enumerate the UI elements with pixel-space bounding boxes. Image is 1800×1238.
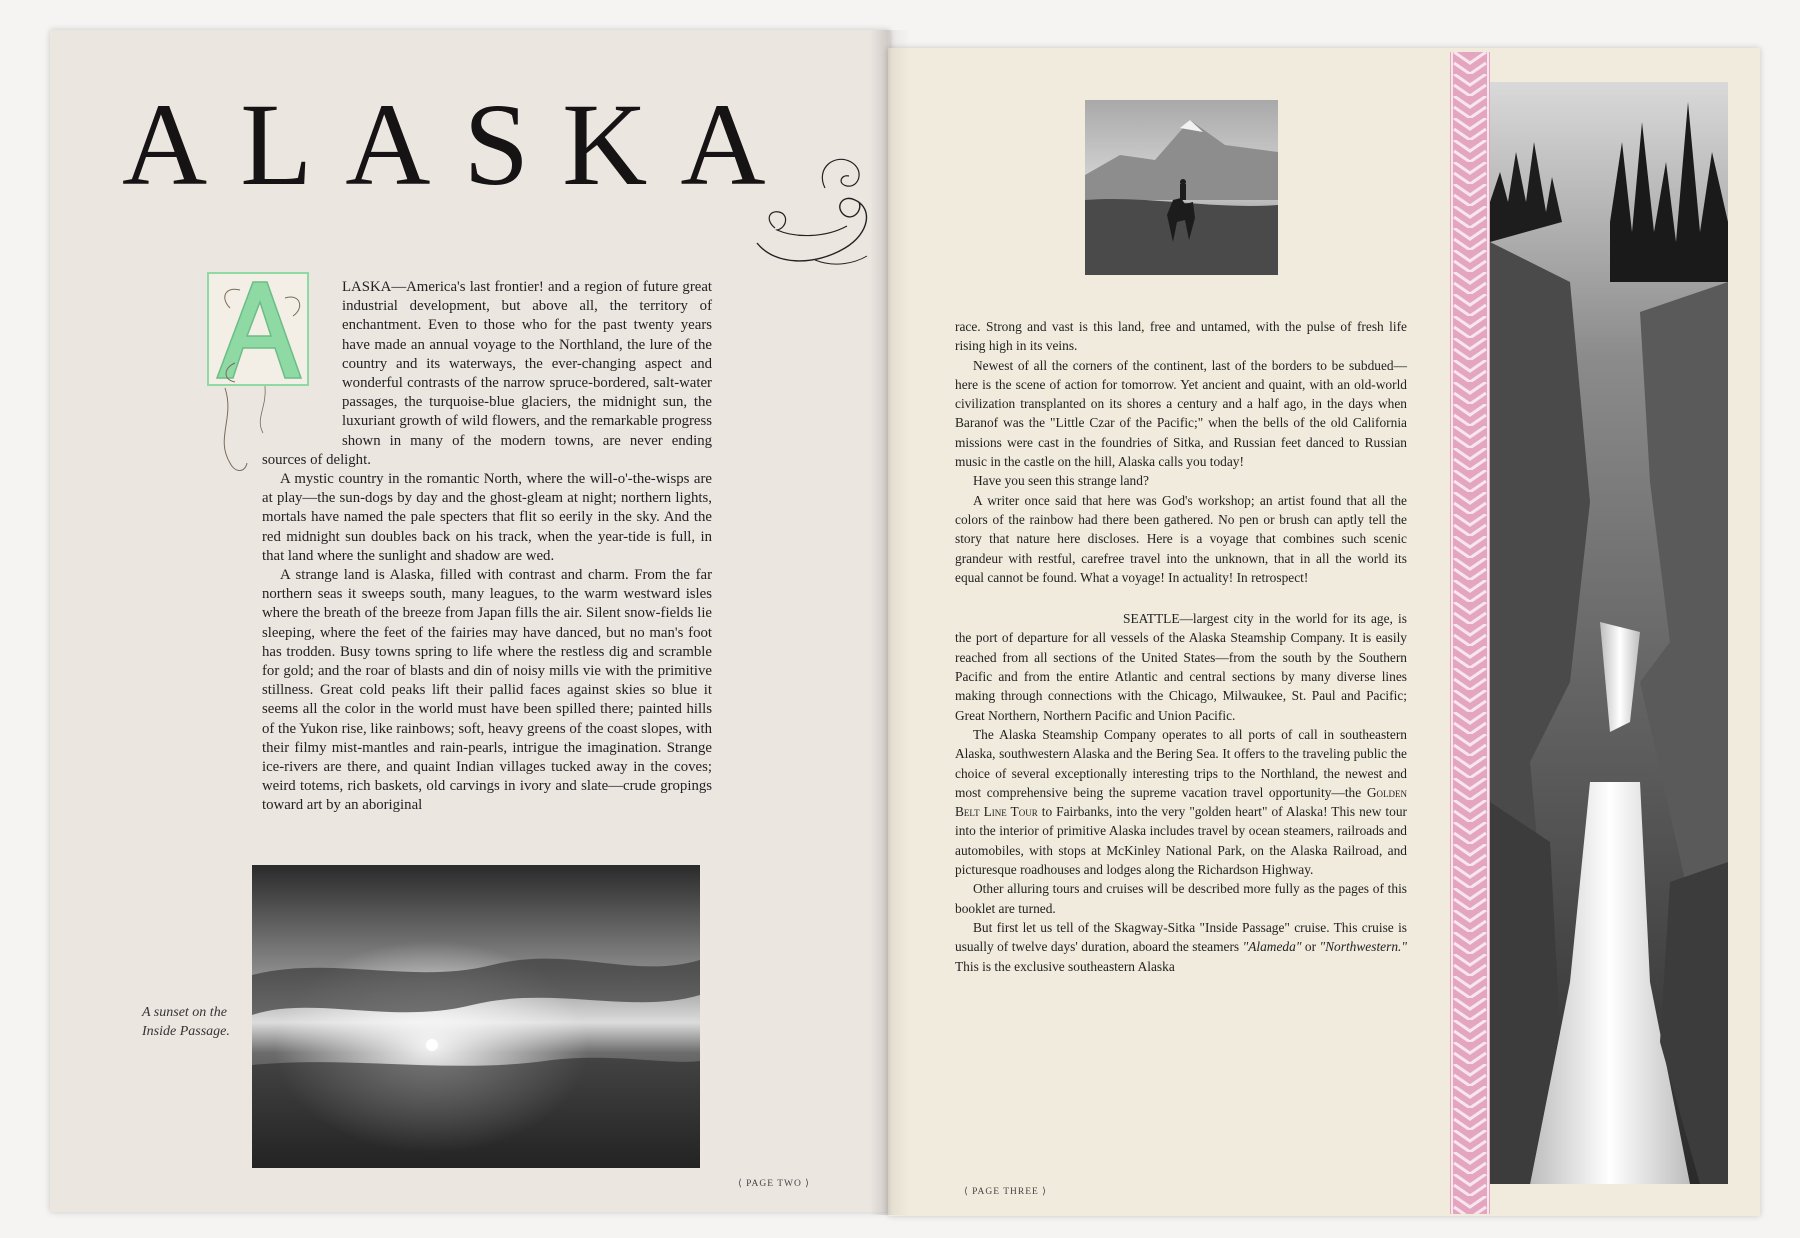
folio-label: PAGE THREE [972,1187,1039,1197]
steamship-text: The Alaska Steamship Company operates to all ports of call in southeastern Alaska, southwestern Alaska and the Bering Sea. It offers to the traveling public the choice of several exceptionally interesting trips to the Northland, the newest and most comprehensive being the supreme vacation travel opportunity—the [955,726,1407,800]
waterfall-canyon-photo [1490,82,1728,1184]
seattle-paragraph [955,609,1407,725]
sunset-photo [252,865,700,1168]
paragraph: Other alluring tours and cruises will be described more fully as the pages of this booklet are turned. [955,881,1407,916]
paragraph: A writer once said that here was God's workshop; an artist found that all the colors of the rainbow had there been gathered. No pen or brush can aptly tell the story that nature here discloses. Here is a voyage that combines such scenic grandeur with restful, carefree travel into the unknown, that in all the world its equal cannot be found. What a voyage! In actuality! In retrospect! [955,492,1407,585]
paragraph: Newest of all the corners of the continent, last of the borders to be subdued—here is the scene of action for tomorrow. Yet ancient and quaint, with an old-world civilization transplanted on its shores a century and a half ago, in the days when Baranof was the "Little Czar of the Pacific;" when the bells of the old California missions were cast in the foundries of Sitka, and Russian feet danced to Russian music in the castle on the hill, Alaska calls you today! [955,357,1407,470]
steamship-paragraph [955,725,1407,879]
seattle-lead: SEATTLE [1123,611,1180,627]
paragraph: A strange land is Alaska, filled with contrast and charm. From the far northern seas it sweeps south, many leagues, to the warm westward isles where the breath of the breeze from Japan fills the air. Silent snow-fields lie sleeping, where the feet of the fairies may have danced, but no man's foot has trodden. Busy towns spring to life where the restless dig and scramble for gold; and the roar of blasts and din of noisy mills vie with the primitive stillness. Great cold peaks lift their pallid faces against skies so blue it seems all the color in the world must have been spilled there; painted hills of the Yukon rise, like rainbows; soft, heavy greens of the coast slopes, with their filmy mist-mantles and rain-pearls, intrigue the imagination. Strange ice-rivers are there, and quaint Indian villages tucked away in the coves; weird totems, rich baskets, old carvings in ivory and slate—crude gropings toward art by an aboriginal [262,567,712,814]
flourish-ornament-icon [755,148,875,278]
mountain-rider-photo [1085,100,1278,275]
paragraph: A mystic country in the romantic North, where the will-o'-the-wisps are at play—the sun-dogs by day and the ghost-gleam at night; northern lights, mortals have named the pale specters that flit so eerily in the sky. And the red midnight sun doubles back on his track, when the year-tide is full, in that land where the sunlight and shadow are wed. [262,471,712,564]
zigzag-pattern-icon [1450,52,1490,1214]
right-body-text [955,317,1407,976]
cruise-text-end: This is the exclusive southeastern Alaska [955,958,1175,974]
dropcap-spacer [262,278,342,443]
page-number: ⟨ PAGE THREE ⟩ [964,1187,1047,1197]
cruise-text: But first let us tell of the Skagway-Sitka "Inside Passage" cruise. This cruise is usually of twelve days' duration, aboard the steamers [955,919,1407,955]
cruise-or: or [1301,939,1320,955]
photo-caption: A sunset on the Inside Passage. [142,1005,230,1039]
steamship-text-end: to Fairbanks, into the very "golden heart" of Alaska! This new tour into the interior of primitive Alaska includes travel by ocean steamers, railroads and automobiles, with stops at McKinley National Park, on the Alaska Railroad, and picturesque roadhouses and lodges along the Richardson Highway. [955,804,1407,878]
page-number: ⟨ PAGE TWO ⟩ [738,1179,810,1189]
folio-label: PAGE TWO [746,1179,802,1189]
paragraph: LASKA—America's last frontier! and a region of future great industrial development, but above all, the territory of enchantment. Even to those who for the past twenty years have made an annual voyage to the Northland, the lure of the country and its waterways, the ever-changing aspect and wonderful contrasts of the narrow spruce-bordered, salt-water passages, the turquoise-blue glaciers, the midnight sun, the luxuriant growth of wild flowers, and the remarkable progress shown in many of the modern towns, are never ending sources of delight. [262,279,712,468]
cruise-paragraph [955,918,1407,976]
ship-name: "Northwestern." [1319,939,1407,955]
left-body-text [262,278,712,816]
spine-shadow [870,30,910,1215]
tour-name: Golden Belt Line Tour [955,784,1407,820]
seattle-text: —largest city in the world for its age, is the port of departure for all vessels of the Alaska Steamship Company. It is easily reached from all sections of the United States—from the south by the Southern Pacific and from the entire Atlantic and central sections by many diverse lines making through connections with the Chicago, Milwaukee, St. Paul and Pacific; Great Northern, Northern Pacific and Union Pacific. [955,611,1407,723]
page-title: ALASKA [122,79,799,210]
ship-name: "Alameda" [1242,939,1302,955]
paragraph: race. Strong and vast is this land, free and untamed, with the pulse of fresh life rising high in its veins. [955,319,1407,354]
decorative-border [1450,52,1490,1214]
paragraph: Have you seen this strange land? [973,473,1149,489]
